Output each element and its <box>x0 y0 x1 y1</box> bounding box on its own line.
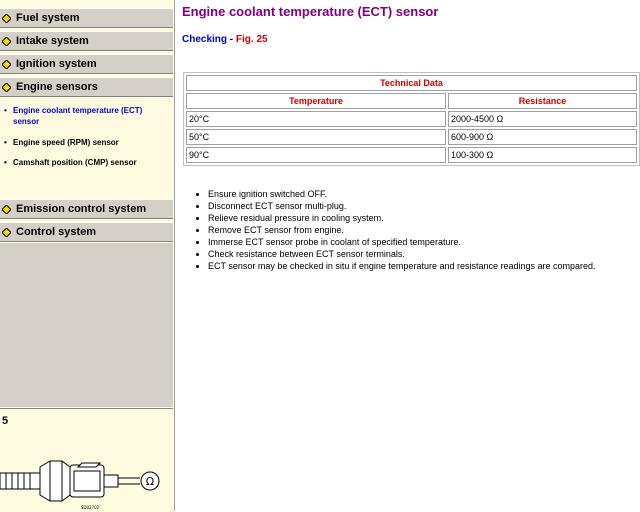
nav-section-label: Ignition system <box>16 58 97 70</box>
column-header-resistance: Resistance <box>448 93 637 109</box>
nav-section-intake-system[interactable] <box>0 31 173 51</box>
diamond-bullet-icon <box>2 205 11 214</box>
table-row <box>186 129 637 145</box>
list-item: • Relieve residual pressure in cooling system. <box>208 212 596 224</box>
subitem-rpm-sensor[interactable]: • Engine speed (RPM) sensor <box>4 138 119 147</box>
list-item: • Disconnect ECT sensor multi-plug. <box>208 200 596 212</box>
list-item: • Check resistance between ECT sensor terminals. <box>208 248 596 260</box>
diamond-bullet-icon <box>2 14 11 23</box>
nav-section-emission-control[interactable] <box>0 199 173 219</box>
figure-panel[interactable] <box>0 408 173 512</box>
temperature-cell: 20°C <box>186 111 446 127</box>
subitem-label: Engine speed (RPM) sensor <box>13 138 119 147</box>
list-item: • Immerse ECT sensor probe in coolant of specified temperature. <box>208 236 596 248</box>
nav-section-engine-sensors[interactable] <box>0 77 173 97</box>
diamond-bullet-icon <box>2 83 11 92</box>
sidebar <box>0 0 175 511</box>
ect-sensor-diagram <box>0 411 170 511</box>
list-item: • Ensure ignition switched OFF. <box>208 188 596 200</box>
page-title: Engine coolant temperature (ECT) sensor <box>182 4 439 19</box>
table-row <box>186 111 637 127</box>
table-caption: Technical Data <box>186 75 637 91</box>
engine-sensors-submenu <box>0 97 173 201</box>
figure-link[interactable]: Fig. 25 <box>235 34 268 45</box>
list-item: • Remove ECT sensor from engine. <box>208 224 596 236</box>
temperature-cell: 90°C <box>186 147 446 163</box>
nav-section-fuel-system[interactable] <box>0 8 173 28</box>
diamond-bullet-icon <box>2 60 11 69</box>
resistance-cell: 100-300 Ω <box>448 147 637 163</box>
nav-section-label: Intake system <box>16 35 89 47</box>
resistance-cell: 600-900 Ω <box>448 129 637 145</box>
nav-section-ignition-system[interactable] <box>0 54 173 74</box>
diamond-bullet-icon <box>2 228 11 237</box>
technical-data-table <box>183 72 640 166</box>
temperature-cell: 50°C <box>186 129 446 145</box>
subitem-label: Camshaft position (CMP) sensor <box>13 158 137 167</box>
figure-number: 5 <box>2 415 9 427</box>
subitem-label: Engine coolant temperature (ECT) sensor <box>13 106 143 126</box>
nav-section-control-system[interactable] <box>0 222 173 242</box>
diamond-bullet-icon <box>2 37 11 46</box>
resistance-cell: 2000-4500 Ω <box>448 111 637 127</box>
checking-label: Checking <box>182 34 228 45</box>
svg-text:Ω: Ω <box>145 475 155 488</box>
nav-section-label: Control system <box>16 226 97 238</box>
checking-heading: Checking - Fig. 25 <box>182 34 268 45</box>
column-header-temperature: Temperature <box>186 93 446 109</box>
list-item: • ECT sensor may be checked in situ if engine temperature and resistance readings are compared. <box>208 260 596 272</box>
table-row <box>186 147 637 163</box>
subitem-cmp-sensor[interactable]: • Camshaft position (CMP) sensor <box>4 158 137 167</box>
nav-section-label: Engine sensors <box>16 81 98 93</box>
procedure-steps <box>196 188 596 272</box>
nav-section-label: Emission control system <box>16 203 147 215</box>
svg-text:SD02702: SD02702 <box>80 505 100 510</box>
nav-section-label: Fuel system <box>16 12 80 24</box>
nav-empty-area <box>0 243 173 407</box>
subitem-ect-sensor[interactable]: • Engine coolant temperature (ECT) sensor <box>4 105 154 127</box>
